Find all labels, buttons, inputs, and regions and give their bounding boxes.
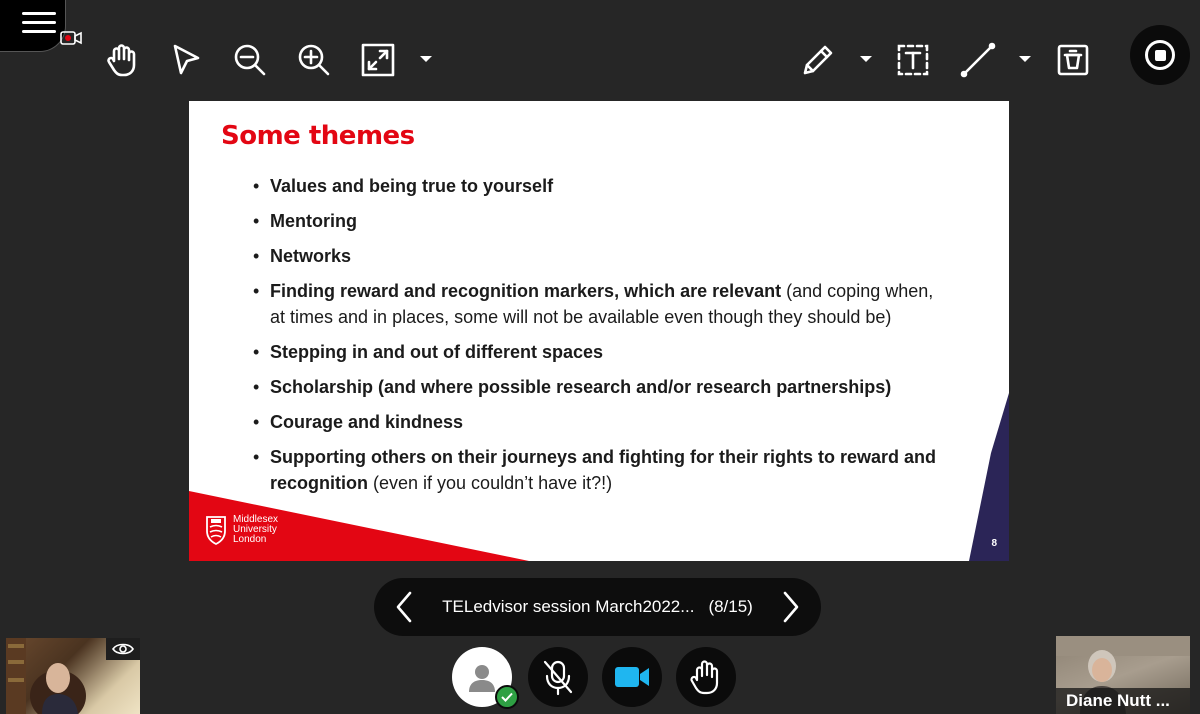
cursor-arrow-icon: [167, 41, 205, 79]
text-box-icon: [894, 41, 932, 79]
chevron-down-icon[interactable]: [419, 54, 433, 64]
stop-sharing-button[interactable]: [1130, 25, 1190, 85]
next-slide-button[interactable]: [761, 578, 821, 636]
logo-text: [233, 515, 278, 545]
navy-wedge-decoration: [969, 393, 1009, 561]
slide-bullet: [253, 409, 953, 435]
recording-indicator-icon: [60, 30, 82, 46]
slide-bullet: [253, 374, 953, 400]
menu-bar: [22, 12, 56, 15]
zoom-out-icon: [231, 41, 269, 79]
chevron-down-icon[interactable]: [859, 54, 873, 64]
my-video-thumbnail[interactable]: [6, 638, 140, 714]
expand-icon: [359, 41, 397, 79]
file-name: TELedvisor session March2022...: [442, 597, 695, 616]
clear-icon: [1054, 41, 1092, 79]
shield-icon: [205, 515, 227, 545]
university-logo: [205, 515, 278, 545]
slide-page-number: 8: [991, 538, 997, 549]
eye-icon: [106, 638, 140, 660]
avatar-icon: [465, 660, 499, 694]
menu-bar: [22, 30, 56, 33]
zoom-out-button[interactable]: [228, 38, 272, 82]
slide-position: (8/15): [708, 597, 753, 616]
bullet-bold-text: Values and being true to yourself: [270, 176, 554, 196]
clear-annotations-button[interactable]: [1051, 38, 1095, 82]
hand-icon: [103, 41, 141, 79]
slide-bullet: [253, 339, 953, 365]
slide-bullet-list: [253, 173, 953, 505]
session-menu-button[interactable]: [0, 0, 66, 52]
chevron-down-icon[interactable]: [1018, 54, 1032, 64]
logo-line: London: [233, 534, 267, 545]
bullet-bold-text: Courage and kindness: [270, 412, 464, 432]
zoom-in-icon: [295, 41, 333, 79]
pointer-tool-button[interactable]: [164, 38, 208, 82]
stop-icon: [1145, 40, 1175, 70]
slide-navigator: [374, 578, 821, 636]
pen-tool-button[interactable]: [796, 38, 840, 82]
slide-bullet: [253, 208, 953, 234]
status-check-icon: [495, 685, 519, 709]
logo-line: University: [233, 524, 277, 535]
file-title: [434, 597, 761, 617]
line-tool-button[interactable]: [956, 38, 1000, 82]
hand-tool-button[interactable]: [100, 38, 144, 82]
bullet-bold-text: Supporting others on their journeys and fighting for their rights to reward and recognition: [270, 447, 937, 493]
line-icon: [959, 41, 997, 79]
previous-slide-button[interactable]: [374, 578, 434, 636]
bullet-regular-text: (even if you couldn’t have it?!): [368, 473, 613, 493]
slide-bullet: [253, 444, 953, 496]
chevron-right-icon: [781, 590, 801, 624]
shared-slide: [189, 101, 1009, 561]
text-tool-button[interactable]: [891, 38, 935, 82]
menu-bar: [22, 21, 56, 24]
bullet-bold-text: Scholarship (and where possible research and/or research partnerships): [270, 377, 892, 397]
microphone-button[interactable]: [528, 647, 588, 707]
bullet-regular-text: (and coping when, at times and in places, some will not be available even though they should be): [270, 281, 934, 327]
microphone-off-icon: [541, 658, 575, 696]
bullet-bold-text: Stepping in and out of different spaces: [270, 342, 604, 362]
bullet-bold-text: Mentoring: [270, 211, 357, 231]
raise-hand-button[interactable]: [676, 647, 736, 707]
zoom-in-button[interactable]: [292, 38, 336, 82]
slide-bullet: [253, 243, 953, 269]
fit-to-screen-button[interactable]: [356, 38, 400, 82]
slide-bullet: [253, 173, 953, 199]
logo-line: Middlesex: [233, 514, 279, 525]
participant-video-thumbnail[interactable]: [1056, 636, 1190, 714]
participant-name-tag: Diane Nutt ...: [1056, 688, 1190, 714]
bullet-bold-text: Networks: [270, 246, 352, 266]
chevron-left-icon: [394, 590, 414, 624]
video-camera-icon: [613, 664, 651, 690]
raise-hand-icon: [689, 658, 723, 696]
bullet-bold-text: Finding reward and recognition markers, which are relevant: [270, 281, 782, 301]
slide-title: Some themes: [221, 121, 415, 151]
camera-button[interactable]: [602, 647, 662, 707]
pencil-icon: [799, 41, 837, 79]
slide-bullet: [253, 278, 953, 330]
